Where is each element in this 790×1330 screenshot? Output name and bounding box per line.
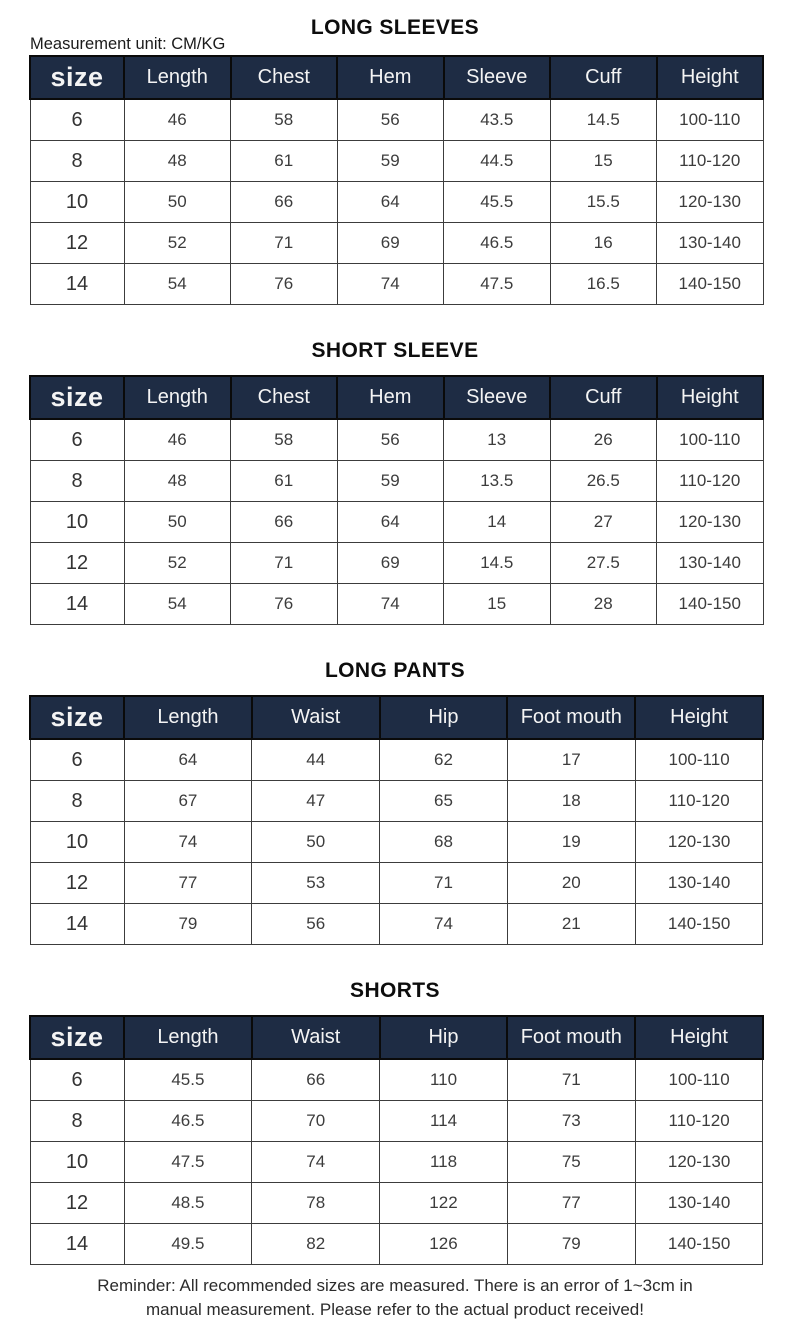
header-row <box>30 1016 763 1059</box>
table-row <box>30 461 763 502</box>
table-row <box>30 99 763 141</box>
column-header-hip: Hip <box>380 696 508 739</box>
table-cell: 15.5 <box>550 182 657 223</box>
size-cell: 12 <box>30 863 124 904</box>
column-header-cuff: Cuff <box>550 56 657 99</box>
table-cell: 46 <box>124 99 231 141</box>
size-cell: 6 <box>30 419 124 461</box>
column-header-size: size <box>30 56 124 99</box>
column-header-hip: Hip <box>380 1016 508 1059</box>
size-cell: 6 <box>30 739 124 781</box>
size-cell: 6 <box>30 1059 124 1101</box>
table-cell: 70 <box>252 1101 380 1142</box>
table-cell: 71 <box>231 543 338 584</box>
table-cell: 66 <box>231 502 338 543</box>
table-cell: 48.5 <box>124 1183 252 1224</box>
column-header-chest: Chest <box>231 376 338 419</box>
table-cell: 53 <box>252 863 380 904</box>
table-cell: 56 <box>252 904 380 945</box>
table-cell: 140-150 <box>657 584 764 625</box>
table-cell: 16.5 <box>550 264 657 305</box>
table-cell: 56 <box>337 99 444 141</box>
table-row <box>30 182 763 223</box>
column-header-size: size <box>30 1016 124 1059</box>
table-cell: 46 <box>124 419 231 461</box>
column-header-foot-mouth: Foot mouth <box>507 1016 635 1059</box>
table-cell: 21 <box>507 904 635 945</box>
column-header-length: Length <box>124 376 231 419</box>
table-cell: 120-130 <box>657 502 764 543</box>
size-cell: 10 <box>30 182 124 223</box>
size-cell: 14 <box>30 1224 124 1265</box>
size-cell: 6 <box>30 99 124 141</box>
table-cell: 100-110 <box>635 739 763 781</box>
column-header-chest: Chest <box>231 56 338 99</box>
table-cell: 14.5 <box>550 99 657 141</box>
table-cell: 54 <box>124 264 231 305</box>
column-header-height: Height <box>635 1016 763 1059</box>
table-cell: 52 <box>124 223 231 264</box>
short-sleeve-title: SHORT SLEEVE <box>311 339 479 362</box>
table-row <box>30 1059 763 1101</box>
table-cell: 120-130 <box>635 822 763 863</box>
table-cell: 52 <box>124 543 231 584</box>
table-cell: 140-150 <box>635 904 763 945</box>
column-header-sleeve: Sleeve <box>444 376 551 419</box>
table-cell: 71 <box>231 223 338 264</box>
table-cell: 56 <box>337 419 444 461</box>
column-header-waist: Waist <box>252 1016 380 1059</box>
table-cell: 45.5 <box>444 182 551 223</box>
table-cell: 130-140 <box>635 1183 763 1224</box>
table-cell: 44.5 <box>444 141 551 182</box>
reminder-text: Reminder: All recommended sizes are measured. There is an error of 1~3cm in manual measurement. Please refer to the actual product received! <box>97 1276 693 1319</box>
table-cell: 43.5 <box>444 99 551 141</box>
table-row <box>30 781 763 822</box>
table-cell: 48 <box>124 141 231 182</box>
table-cell: 76 <box>231 584 338 625</box>
table-cell: 100-110 <box>657 419 764 461</box>
table-cell: 45.5 <box>124 1059 252 1101</box>
table-cell: 66 <box>231 182 338 223</box>
size-cell: 8 <box>30 1101 124 1142</box>
column-header-height: Height <box>635 696 763 739</box>
size-cell: 10 <box>30 502 124 543</box>
column-header-height: Height <box>657 376 764 419</box>
table-cell: 69 <box>337 543 444 584</box>
table-row <box>30 739 763 781</box>
table-cell: 13.5 <box>444 461 551 502</box>
header-row <box>30 696 763 739</box>
short-sleeve-table <box>29 375 764 625</box>
table-cell: 73 <box>507 1101 635 1142</box>
table-cell: 65 <box>380 781 508 822</box>
column-header-length: Length <box>124 1016 252 1059</box>
table-cell: 18 <box>507 781 635 822</box>
table-cell: 74 <box>252 1142 380 1183</box>
table-row <box>30 1142 763 1183</box>
table-cell: 47.5 <box>444 264 551 305</box>
table-cell: 27.5 <box>550 543 657 584</box>
size-cell: 14 <box>30 264 124 305</box>
table-cell: 54 <box>124 584 231 625</box>
long-sleeves-title: LONG SLEEVES <box>310 16 480 39</box>
header-row <box>30 56 763 99</box>
table-cell: 14.5 <box>444 543 551 584</box>
size-cell: 12 <box>30 543 124 584</box>
table-cell: 74 <box>337 584 444 625</box>
size-cell: 14 <box>30 904 124 945</box>
table-cell: 71 <box>380 863 508 904</box>
table-cell: 79 <box>507 1224 635 1265</box>
long-pants-table <box>29 695 764 945</box>
table-cell: 100-110 <box>657 99 764 141</box>
table-cell: 58 <box>231 419 338 461</box>
table-cell: 61 <box>231 141 338 182</box>
table-row <box>30 863 763 904</box>
table-cell: 16 <box>550 223 657 264</box>
column-header-size: size <box>30 696 124 739</box>
table-row <box>30 223 763 264</box>
size-cell: 12 <box>30 1183 124 1224</box>
table-cell: 20 <box>507 863 635 904</box>
table-cell: 17 <box>507 739 635 781</box>
table-cell: 68 <box>380 822 508 863</box>
table-cell: 120-130 <box>635 1142 763 1183</box>
table-row <box>30 1224 763 1265</box>
table-cell: 118 <box>380 1142 508 1183</box>
table-cell: 50 <box>252 822 380 863</box>
table-cell: 14 <box>444 502 551 543</box>
table-cell: 59 <box>337 461 444 502</box>
table-cell: 77 <box>507 1183 635 1224</box>
size-cell: 10 <box>30 822 124 863</box>
shorts-table <box>29 1015 764 1265</box>
table-cell: 28 <box>550 584 657 625</box>
table-cell: 15 <box>550 141 657 182</box>
table-row <box>30 543 763 584</box>
table-row <box>30 584 763 625</box>
table-cell: 50 <box>124 502 231 543</box>
table-cell: 67 <box>124 781 252 822</box>
table-cell: 46.5 <box>124 1101 252 1142</box>
table-cell: 62 <box>380 739 508 781</box>
table-cell: 19 <box>507 822 635 863</box>
table-cell: 126 <box>380 1224 508 1265</box>
table-cell: 110-120 <box>635 781 763 822</box>
table-cell: 71 <box>507 1059 635 1101</box>
table-cell: 74 <box>380 904 508 945</box>
size-cell: 12 <box>30 223 124 264</box>
table-row <box>30 141 763 182</box>
table-cell: 66 <box>252 1059 380 1101</box>
table-cell: 114 <box>380 1101 508 1142</box>
table-cell: 26 <box>550 419 657 461</box>
table-cell: 75 <box>507 1142 635 1183</box>
table-row <box>30 1183 763 1224</box>
table-cell: 64 <box>337 182 444 223</box>
table-cell: 59 <box>337 141 444 182</box>
size-cell: 10 <box>30 1142 124 1183</box>
measurement-unit-label: Measurement unit: CM/KG <box>30 35 226 53</box>
table-cell: 110-120 <box>657 141 764 182</box>
table-cell: 120-130 <box>657 182 764 223</box>
table-row <box>30 419 763 461</box>
column-header-height: Height <box>657 56 764 99</box>
table-cell: 110 <box>380 1059 508 1101</box>
long-pants-title: LONG PANTS <box>324 659 466 682</box>
table-cell: 140-150 <box>657 264 764 305</box>
table-cell: 47 <box>252 781 380 822</box>
table-cell: 79 <box>124 904 252 945</box>
table-row <box>30 904 763 945</box>
table-cell: 47.5 <box>124 1142 252 1183</box>
table-cell: 58 <box>231 99 338 141</box>
table-cell: 48 <box>124 461 231 502</box>
table-cell: 78 <box>252 1183 380 1224</box>
table-cell: 27 <box>550 502 657 543</box>
column-header-hem: Hem <box>337 376 444 419</box>
long-sleeves-table <box>29 55 764 305</box>
table-cell: 110-120 <box>635 1101 763 1142</box>
table-row <box>30 822 763 863</box>
table-row <box>30 264 763 305</box>
table-row <box>30 1101 763 1142</box>
table-cell: 64 <box>337 502 444 543</box>
table-cell: 110-120 <box>657 461 764 502</box>
column-header-length: Length <box>124 56 231 99</box>
table-cell: 46.5 <box>444 223 551 264</box>
table-cell: 61 <box>231 461 338 502</box>
table-cell: 76 <box>231 264 338 305</box>
column-header-size: size <box>30 376 124 419</box>
table-cell: 130-140 <box>657 223 764 264</box>
column-header-length: Length <box>124 696 252 739</box>
table-cell: 69 <box>337 223 444 264</box>
page-header <box>0 12 790 55</box>
header-row <box>30 376 763 419</box>
table-cell: 77 <box>124 863 252 904</box>
table-cell: 64 <box>124 739 252 781</box>
table-cell: 26.5 <box>550 461 657 502</box>
table-cell: 13 <box>444 419 551 461</box>
column-header-sleeve: Sleeve <box>444 56 551 99</box>
table-cell: 130-140 <box>635 863 763 904</box>
table-cell: 140-150 <box>635 1224 763 1265</box>
table-cell: 49.5 <box>124 1224 252 1265</box>
table-cell: 50 <box>124 182 231 223</box>
table-cell: 44 <box>252 739 380 781</box>
table-cell: 100-110 <box>635 1059 763 1101</box>
size-cell: 8 <box>30 141 124 182</box>
table-cell: 82 <box>252 1224 380 1265</box>
table-row <box>30 502 763 543</box>
table-cell: 74 <box>337 264 444 305</box>
column-header-waist: Waist <box>252 696 380 739</box>
column-header-cuff: Cuff <box>550 376 657 419</box>
table-cell: 74 <box>124 822 252 863</box>
table-cell: 130-140 <box>657 543 764 584</box>
table-cell: 15 <box>444 584 551 625</box>
size-cell: 8 <box>30 461 124 502</box>
column-header-foot-mouth: Foot mouth <box>507 696 635 739</box>
column-header-hem: Hem <box>337 56 444 99</box>
table-cell: 122 <box>380 1183 508 1224</box>
size-cell: 8 <box>30 781 124 822</box>
size-cell: 14 <box>30 584 124 625</box>
shorts-title: SHORTS <box>350 979 440 1002</box>
